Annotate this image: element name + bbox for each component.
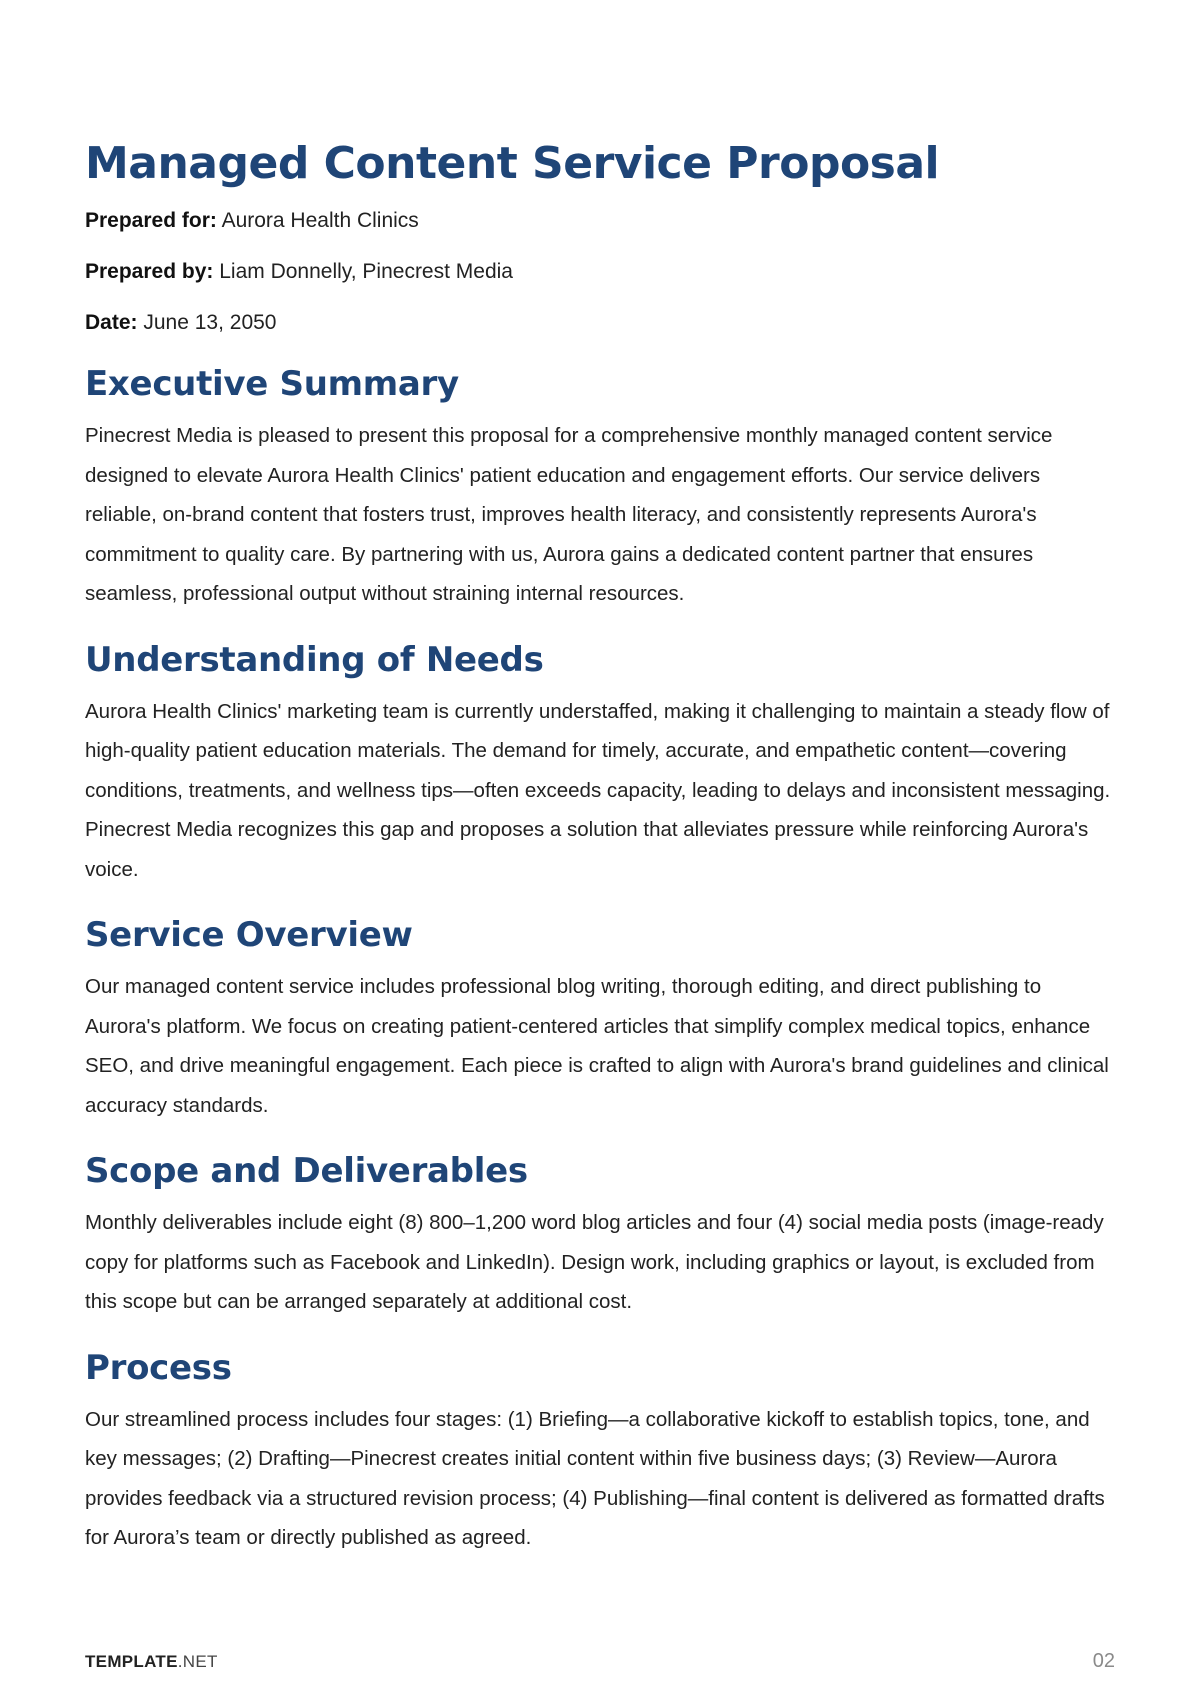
section-body: Aurora Health Clinics' marketing team is currently understaffed, making it challenging to maintain a steady flow of high-quality patient education materials. The demand for timely, accurate, and empathetic content—covering conditions, treatments, and wellness tips—often exceeds capacity, leading to delays and inconsistent messaging. Pinecrest Media recognizes this gap and proposes a solution that alleviates pressure while reinforcing Aurora's voice. [85, 699, 1111, 881]
section-heading: Service Overview [85, 915, 413, 955]
date-label: Date: [85, 311, 138, 334]
brand-name-light: .NET [177, 1652, 218, 1671]
section-body: Monthly deliverables include eight (8) 800–1,200 word blog articles and four (4) social media posts (image-ready copy for platforms such as Facebook and LinkedIn). Design work, including graphics or layout, is excluded from this scope but can be arranged separately at additional cost. [85, 1211, 1104, 1313]
section-scope-and-deliverables [85, 1149, 1115, 1322]
footer-brand-logo [85, 1652, 218, 1672]
prepared-by-line [85, 257, 1115, 287]
date-line [85, 308, 1115, 338]
section-heading: Process [85, 1347, 232, 1388]
section-process [85, 1346, 1115, 1558]
section-heading: Executive Summary [85, 364, 459, 404]
section-executive-summary [85, 362, 1115, 614]
prepared-for-line [85, 206, 1115, 236]
page-number: 02 [1092, 1650, 1115, 1672]
section-service-overview [85, 913, 1115, 1125]
section-heading: Understanding of Needs [85, 639, 544, 680]
section-understanding-of-needs [85, 638, 1115, 890]
section-body: Our managed content service includes professional blog writing, thorough editing, and direct publishing to Aurora's platform. We focus on creating patient-centered articles that simplify complex medical topics, enhance SEO, and drive meaningful engagement. Each piece is crafted to align with Aurora's brand guidelines and clinical accuracy standards. [85, 975, 1109, 1117]
prepared-by-label: Prepared by: [85, 260, 214, 283]
brand-name-strong: TEMPLATE [85, 1652, 178, 1671]
prepared-for-value: Aurora Health Clinics [221, 209, 419, 232]
prepared-for-label: Prepared for: [85, 209, 217, 232]
date-value: June 13, 2050 [143, 311, 277, 334]
section-body: Our streamlined process includes four stages: (1) Briefing—a collaborative kickoff to establish topics, tone, and key messages; (2) Drafting—Pinecrest creates initial content within five business days; (3) Review—Aurora provides feedback via a structured revision process; (4) Publishing—final content is delivered as formatted drafts for Aurora’s team or directly published as agreed. [85, 1407, 1105, 1549]
prepared-by-value: Liam Donnelly, Pinecrest Media [219, 260, 513, 283]
section-heading: Scope and Deliverables [85, 1151, 528, 1191]
document-title: Managed Content Service Proposal [85, 138, 940, 189]
section-body: Pinecrest Media is pleased to present this proposal for a comprehensive monthly managed content service designed to elevate Aurora Health Clinics' patient education and engagement efforts. Our service delivers reliable, on-brand content that fosters trust, improves health literacy, and consistently represents Aurora's commitment to quality care. By partnering with us, Aurora gains a dedicated content partner that ensures seamless, professional output without straining internal resources. [85, 424, 1053, 605]
document-page [85, 138, 1115, 1558]
